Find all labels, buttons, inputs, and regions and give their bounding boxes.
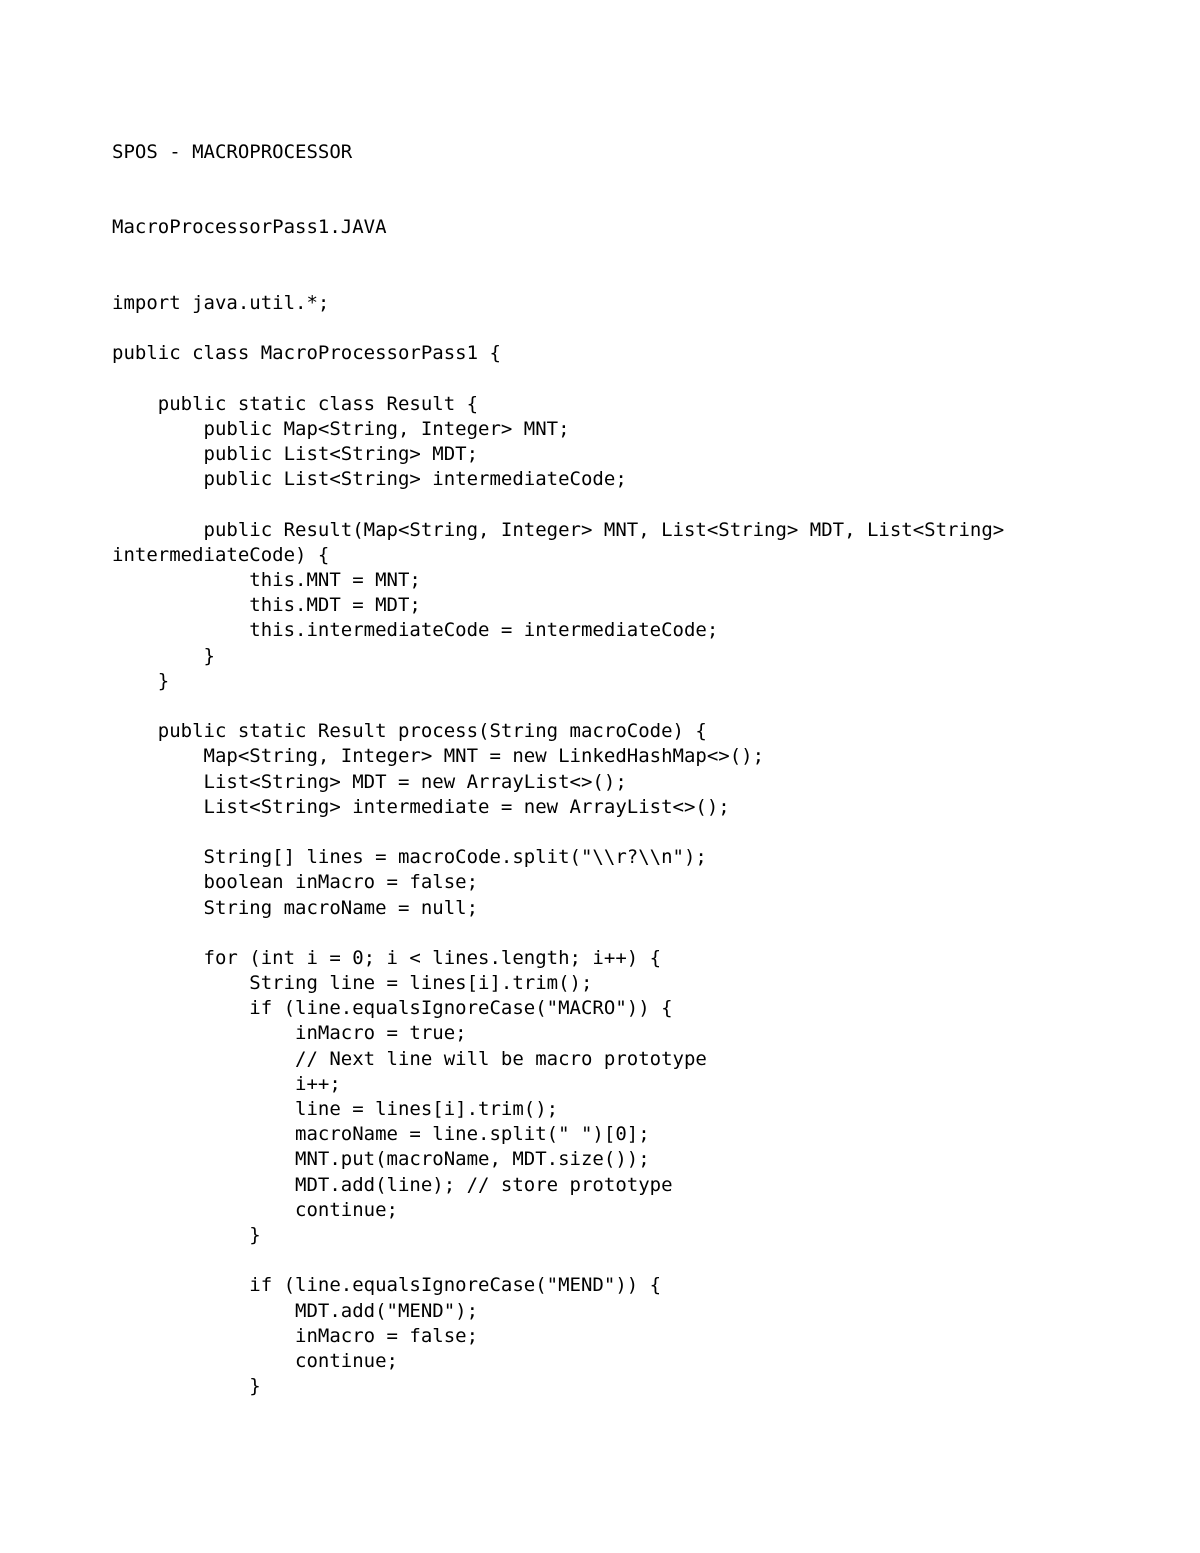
code-line: inMacro = true; <box>112 1022 467 1045</box>
code-line: MDT.add("MEND"); <box>112 1299 479 1322</box>
code-line: } <box>112 669 170 692</box>
code-line: public Result(Map<String, Integer> MNT, List<String> MDT, List<String> <box>112 518 1005 541</box>
code-line: this.MDT = MDT; <box>112 594 421 617</box>
code-line <box>112 921 1004 946</box>
code-line: } <box>112 1223 261 1246</box>
code-line <box>112 1248 1004 1273</box>
code-line: String[] lines = macroCode.split("\\r?\\n"); <box>112 846 707 869</box>
code-line: List<String> MDT = new ArrayList<>(); <box>112 770 627 793</box>
code-line: continue; <box>112 1198 398 1221</box>
document-title: SPOS - MACROPROCESSOR <box>112 141 353 163</box>
code-line: public List<String> MDT; <box>112 443 479 466</box>
code-line: public static class Result { <box>112 392 479 415</box>
code-line: } <box>112 1375 261 1398</box>
code-line: if (line.equalsIgnoreCase("MEND")) { <box>112 1274 662 1297</box>
code-line <box>112 694 1004 719</box>
code-line: public List<String> intermediateCode; <box>112 468 627 491</box>
code-line <box>112 820 1004 845</box>
code-line: i++; <box>112 1072 341 1095</box>
code-line: } <box>112 644 215 667</box>
code-line: List<String> intermediate = new ArrayList<>(); <box>112 795 730 818</box>
code-line: intermediateCode) { <box>112 543 330 566</box>
code-line <box>112 316 1004 341</box>
code-line: continue; <box>112 1349 398 1372</box>
code-block <box>112 291 1004 1399</box>
code-line: public Map<String, Integer> MNT; <box>112 417 570 440</box>
code-line: MDT.add(line); // store prototype <box>112 1173 673 1196</box>
code-line: String line = lines[i].trim(); <box>112 972 593 995</box>
code-line: inMacro = false; <box>112 1324 479 1347</box>
code-line: String macroName = null; <box>112 896 479 919</box>
code-line: Map<String, Integer> MNT = new LinkedHashMap<>(); <box>112 745 765 768</box>
code-line: this.intermediateCode = intermediateCode; <box>112 619 719 642</box>
code-line: import java.util.*; <box>112 292 330 314</box>
code-line <box>112 493 1004 518</box>
code-line: this.MNT = MNT; <box>112 569 421 592</box>
code-line: // Next line will be macro prototype <box>112 1047 707 1070</box>
code-line: MNT.put(macroName, MDT.size()); <box>112 1148 650 1171</box>
code-line: for (int i = 0; i < lines.length; i++) { <box>112 946 662 969</box>
code-line: line = lines[i].trim(); <box>112 1098 559 1120</box>
code-line <box>112 367 1004 392</box>
code-line: if (line.equalsIgnoreCase("MACRO")) { <box>112 997 673 1020</box>
code-line: public class MacroProcessorPass1 { <box>112 342 501 365</box>
file-name-heading: MacroProcessorPass1.JAVA <box>112 216 387 238</box>
code-line: macroName = line.split(" ")[0]; <box>112 1123 650 1146</box>
code-line: public static Result process(String macroCode) { <box>112 720 707 743</box>
code-line: boolean inMacro = false; <box>112 871 479 894</box>
